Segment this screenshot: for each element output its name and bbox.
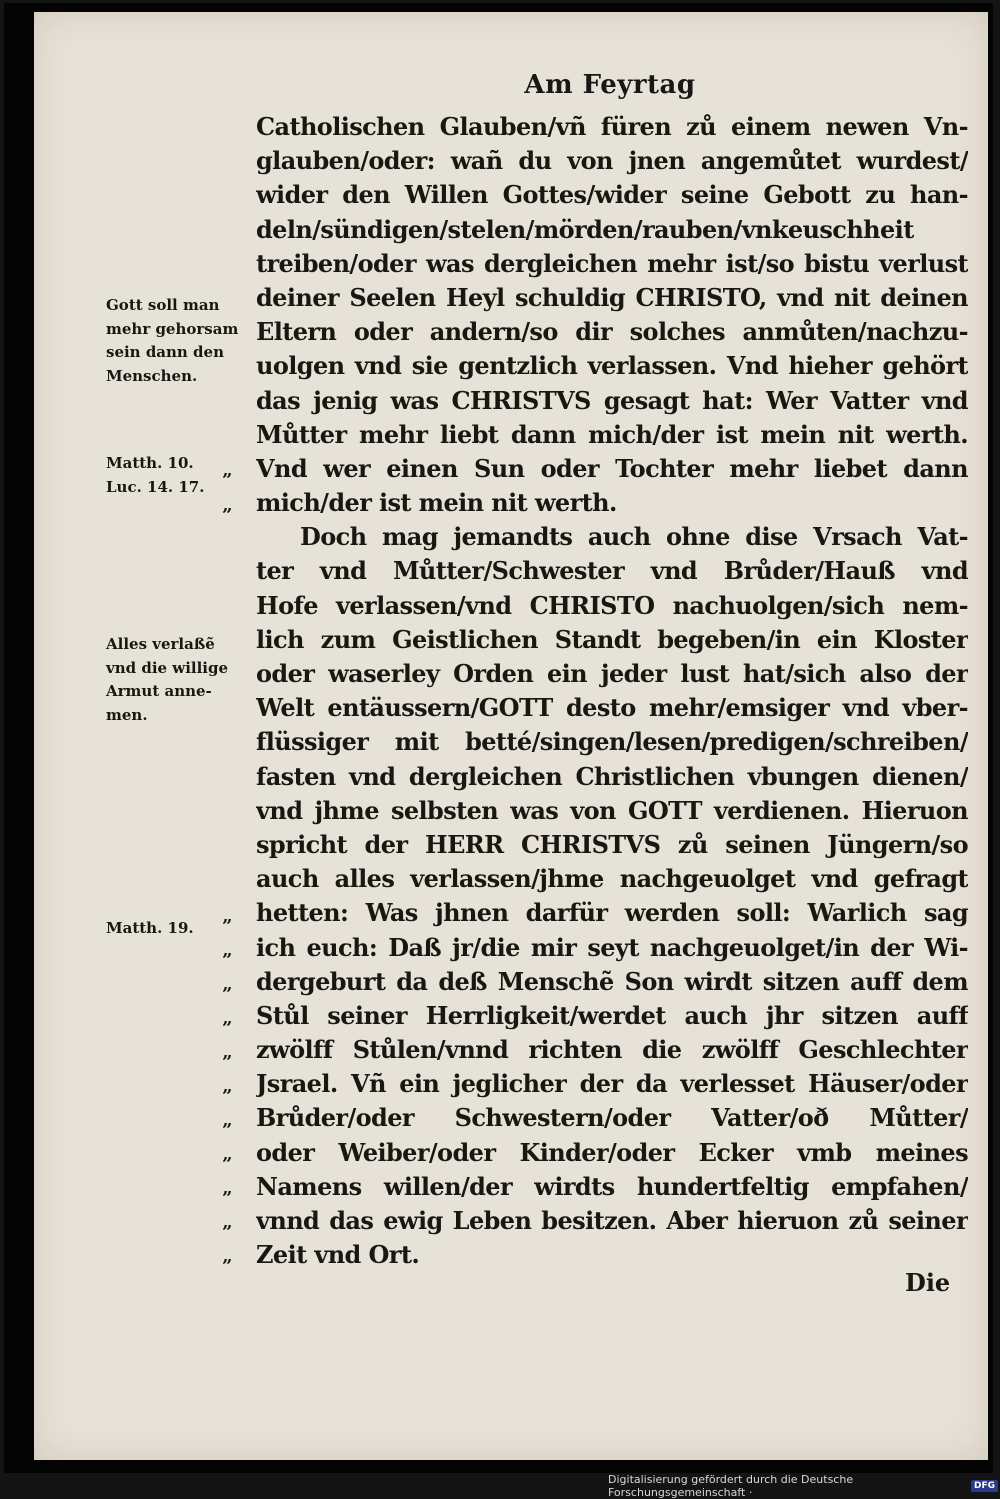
quotation-mark: ” bbox=[222, 916, 233, 937]
quotation-mark: ” bbox=[222, 470, 233, 491]
gloss-line: Matth. 10. bbox=[106, 454, 194, 472]
gloss-line: Armut anne- bbox=[106, 682, 212, 700]
quotation-mark: ” bbox=[222, 1188, 233, 1209]
gloss-line: mehr gehorsam bbox=[106, 319, 239, 338]
quotation-mark: ” bbox=[222, 1086, 233, 1107]
quotation-mark: ” bbox=[222, 1052, 233, 1073]
text-line: deln/sündigen/stelen/mörden/rauben/vnkeuschheit bbox=[256, 214, 914, 244]
gloss-line: men. bbox=[106, 705, 148, 724]
text-line: Doch mag jemandts auch ohne dise Vrsach Vat- bbox=[300, 522, 968, 552]
main-text-block bbox=[256, 110, 968, 1272]
text-line: flüssiger mit betté/singen/lesen/predigen/schreiben/ bbox=[256, 727, 968, 757]
margin-gloss-obedience bbox=[106, 294, 246, 388]
gloss-line: sein dann den bbox=[106, 343, 224, 361]
text-line: wider den Willen Gottes/wider seine Gebott zu han- bbox=[256, 180, 968, 210]
text-line: treiben/oder was dergleichen mehr ist/so bistu verlust bbox=[256, 248, 968, 278]
gloss-line: Luc. 14. 17. bbox=[106, 477, 205, 496]
text-line: lich zum Geistlichen Standt begeben/in ein Kloster bbox=[256, 624, 968, 654]
gloss-line: Matth. 19. bbox=[106, 919, 194, 937]
gloss-line: Alles verlaßẽ bbox=[106, 635, 215, 653]
text-line: zwölff Stůlen/vnnd richten die zwölff Geschlechter bbox=[256, 1035, 968, 1065]
text-line: oder waserley Orden ein jeder lust hat/sich also der bbox=[256, 659, 968, 688]
quotation-mark: ” bbox=[222, 1256, 233, 1277]
text-line: uolgen vnd sie gentzlich verlassen. Vnd hieher gehört bbox=[256, 351, 968, 381]
text-line: vnd jhme selbsten was von GOTT verdienen. Hieruon bbox=[256, 795, 968, 825]
text-line: Můtter mehr liebt dann mich/der ist mein nit werth. bbox=[256, 419, 968, 449]
text-line: Eltern oder andern/so dir solches anmůten/nachzu- bbox=[256, 317, 968, 347]
text-line: Zeit vnd Ort. bbox=[256, 1240, 420, 1270]
quotation-mark: ” bbox=[222, 984, 233, 1005]
quotation-mark: ” bbox=[222, 1120, 233, 1141]
dfg-logo-icon: DFG bbox=[971, 1480, 998, 1492]
text-line: Catholischen Glauben/vñ füren zů einem newen Vn- bbox=[256, 112, 968, 141]
quotation-mark: ” bbox=[222, 1222, 233, 1243]
quotation-mark: ” bbox=[222, 505, 233, 526]
text-line: das jenig was CHRISTVS gesagt hat: Wer Vatter vnd bbox=[256, 385, 968, 415]
text-line: auch alles verlassen/jhme nachgeuolget vnd gefragt bbox=[256, 864, 968, 894]
text-line: fasten vnd dergleichen Christlichen vbungen dienen/ bbox=[256, 761, 968, 791]
text-line: dergeburt da deß Menschẽ Son wirdt sitzen auff dem bbox=[256, 966, 968, 996]
text-line: vnnd das ewig Leben besitzen. Aber hieruon zů seiner bbox=[256, 1206, 968, 1235]
text-line: Jsrael. Vñ ein jeglicher der da verlesset Häuser/oder bbox=[256, 1069, 968, 1099]
funding-footer bbox=[608, 1473, 998, 1499]
text-line: mich/der ist mein nit werth. bbox=[256, 488, 617, 518]
text-line: spricht der HERR CHRISTVS zů seinen Jüngern/so bbox=[256, 829, 968, 859]
text-line: ter vnd Můtter/Schwester vnd Brůder/Hauß vnd bbox=[256, 556, 968, 586]
text-line: Hofe verlassen/vnd CHRISTO nachuolgen/sich nem- bbox=[256, 590, 968, 620]
quotation-mark: ” bbox=[222, 1154, 233, 1175]
text-line: hetten: Was jhnen darfür werden soll: Warlich sag bbox=[256, 898, 968, 928]
funding-text: Digitalisierung gefördert durch die Deutsche Forschungsgemeinschaft · bbox=[608, 1473, 854, 1499]
text-line: deiner Seelen Heyl schuldig CHRISTO, vnd nit deinen bbox=[256, 282, 968, 312]
text-line: Stůl seiner Herrligkeit/werdet auch jhr sitzen auff bbox=[256, 1000, 968, 1030]
text-line: ich euch: Daß jr/die mir seyt nachgeuolget/in der Wi- bbox=[256, 932, 968, 962]
gloss-line: Gott soll man bbox=[106, 296, 220, 314]
text-line: Brůder/oder Schwestern/oder Vatter/oð Můtter/ bbox=[256, 1103, 968, 1133]
catchword: Die bbox=[905, 1268, 951, 1297]
text-line: Namens willen/der wirdts hundertfeltig empfahen/ bbox=[256, 1171, 968, 1201]
quotation-mark: ” bbox=[222, 1018, 233, 1039]
gloss-line: vnd die willige bbox=[106, 658, 229, 677]
quotation-mark: ” bbox=[222, 950, 233, 971]
text-line: Vnd wer einen Sun oder Tochter mehr liebet dann bbox=[256, 453, 968, 483]
text-line: Welt entäussern/GOTT desto mehr/emsiger vnd vber- bbox=[256, 693, 968, 723]
text-line: glauben/oder: wañ du von jnen angemůtet wurdest/ bbox=[256, 146, 968, 176]
running-head: Am Feyrtag bbox=[524, 70, 696, 100]
margin-gloss-poverty bbox=[106, 633, 246, 727]
gloss-line: Menschen. bbox=[106, 366, 198, 385]
text-line: oder Weiber/oder Kinder/oder Ecker vmb meines bbox=[256, 1137, 968, 1167]
